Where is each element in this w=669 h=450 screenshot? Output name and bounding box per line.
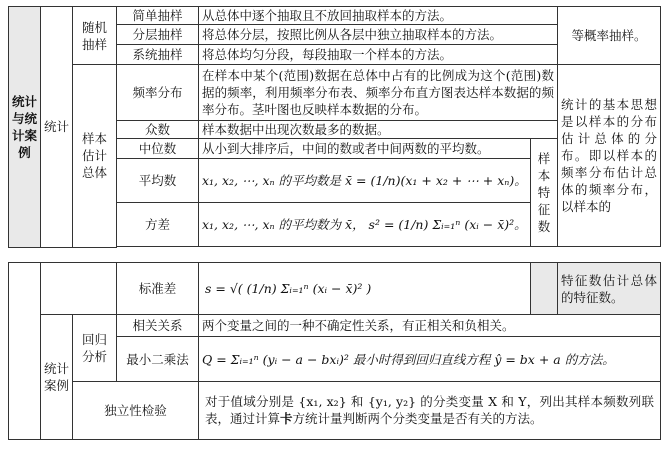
mode-name: 众数 <box>117 121 199 139</box>
sd-formula: s = √( (1/n) Σᵢ₌₁ⁿ (xᵢ − x̄)² ) <box>199 263 531 315</box>
corr-desc: 两个变量之间的一种不确定性关系，有正相关和负相关。 <box>199 315 661 337</box>
random-sampling-label: 随机抽样 <box>73 7 117 65</box>
section-empty <box>9 263 41 440</box>
blank-cell <box>41 263 117 315</box>
top-table <box>8 6 661 248</box>
indep-name: 独立性检验 <box>73 381 199 439</box>
mean-name: 平均数 <box>117 159 199 203</box>
variance-name: 方差 <box>117 203 199 247</box>
mean-desc: x₁, x₂, ⋯, xₙ 的平均数是 x̄ = (1/n)(x₁ + x₂ + ⋯ + xₙ)。 <box>199 159 531 203</box>
feature-note: 特征数估计总体的特征数。 <box>558 263 661 315</box>
basic-idea-note: 统计的基本思想是以样本的分布估计总体的分布。即以样本的频率分布估计总体的频率分布，以样本的 <box>558 65 661 247</box>
stat-label: 统计 <box>41 7 73 248</box>
sys-sampling-desc: 将总体均匀分段，每段抽取一个样本的方法。 <box>199 45 558 65</box>
estimate-label: 样本估计总体 <box>73 65 117 248</box>
ls-desc: Q = Σᵢ₌₁ⁿ (yᵢ − a − bxᵢ)² 最小时得到回归直线方程 ŷ = bx + a 的方法。 <box>199 337 661 381</box>
mode-desc: 样本数据中出现次数最多的数据。 <box>199 121 558 139</box>
freq-name: 频率分布 <box>117 65 199 121</box>
ls-name: 最小二乘法 <box>117 337 199 381</box>
strat-sampling-desc: 将总体分层，按照比例从各层中独立抽取样本的方法。 <box>199 25 558 45</box>
case-label: 统计案例 <box>41 315 73 440</box>
sd-name: 标准差 <box>117 263 199 315</box>
sd-blank <box>531 263 558 315</box>
simple-sampling-desc: 从总体中逐个抽取且不放回抽取样本的方法。 <box>199 7 558 25</box>
indep-bold: 卡 <box>280 411 293 427</box>
bottom-table <box>8 262 661 440</box>
strat-sampling-name: 分层抽样 <box>117 25 199 45</box>
regression-label: 回归分析 <box>73 315 117 381</box>
equal-prob-note: 等概率抽样。 <box>558 7 661 65</box>
feature-label: 样本特征数 <box>531 139 558 247</box>
indep-desc: 对于值域分别是 {x₁, x₂} 和 {y₁, y₂} 的分类变量 X 和 Y，列出其样本频数列联表，通过计算卡方统计量判断两个分类变量是否有关的方法。 <box>199 381 661 439</box>
median-desc: 从小到大排序后，中间的数或者中间两数的平均数。 <box>199 139 531 159</box>
simple-sampling-name: 简单抽样 <box>117 7 199 25</box>
corr-name: 相关关系 <box>117 315 199 337</box>
freq-desc: 在样本中某个(范围)数据在总体中占有的比例成为这个(范围)数据的频率，利用频率分布表、频率分布直方图表达样本数据的频率分布。茎叶图也反映样本数据的分布。 <box>199 65 558 121</box>
median-name: 中位数 <box>117 139 199 159</box>
variance-desc: x₁, x₂, ⋯, xₙ 的平均数为 x̄， s² = (1/n) Σᵢ₌₁ⁿ (xᵢ − x̄)²。 <box>199 203 531 247</box>
sys-sampling-name: 系统抽样 <box>117 45 199 65</box>
section-label: 统计与统计案例 <box>9 7 41 248</box>
